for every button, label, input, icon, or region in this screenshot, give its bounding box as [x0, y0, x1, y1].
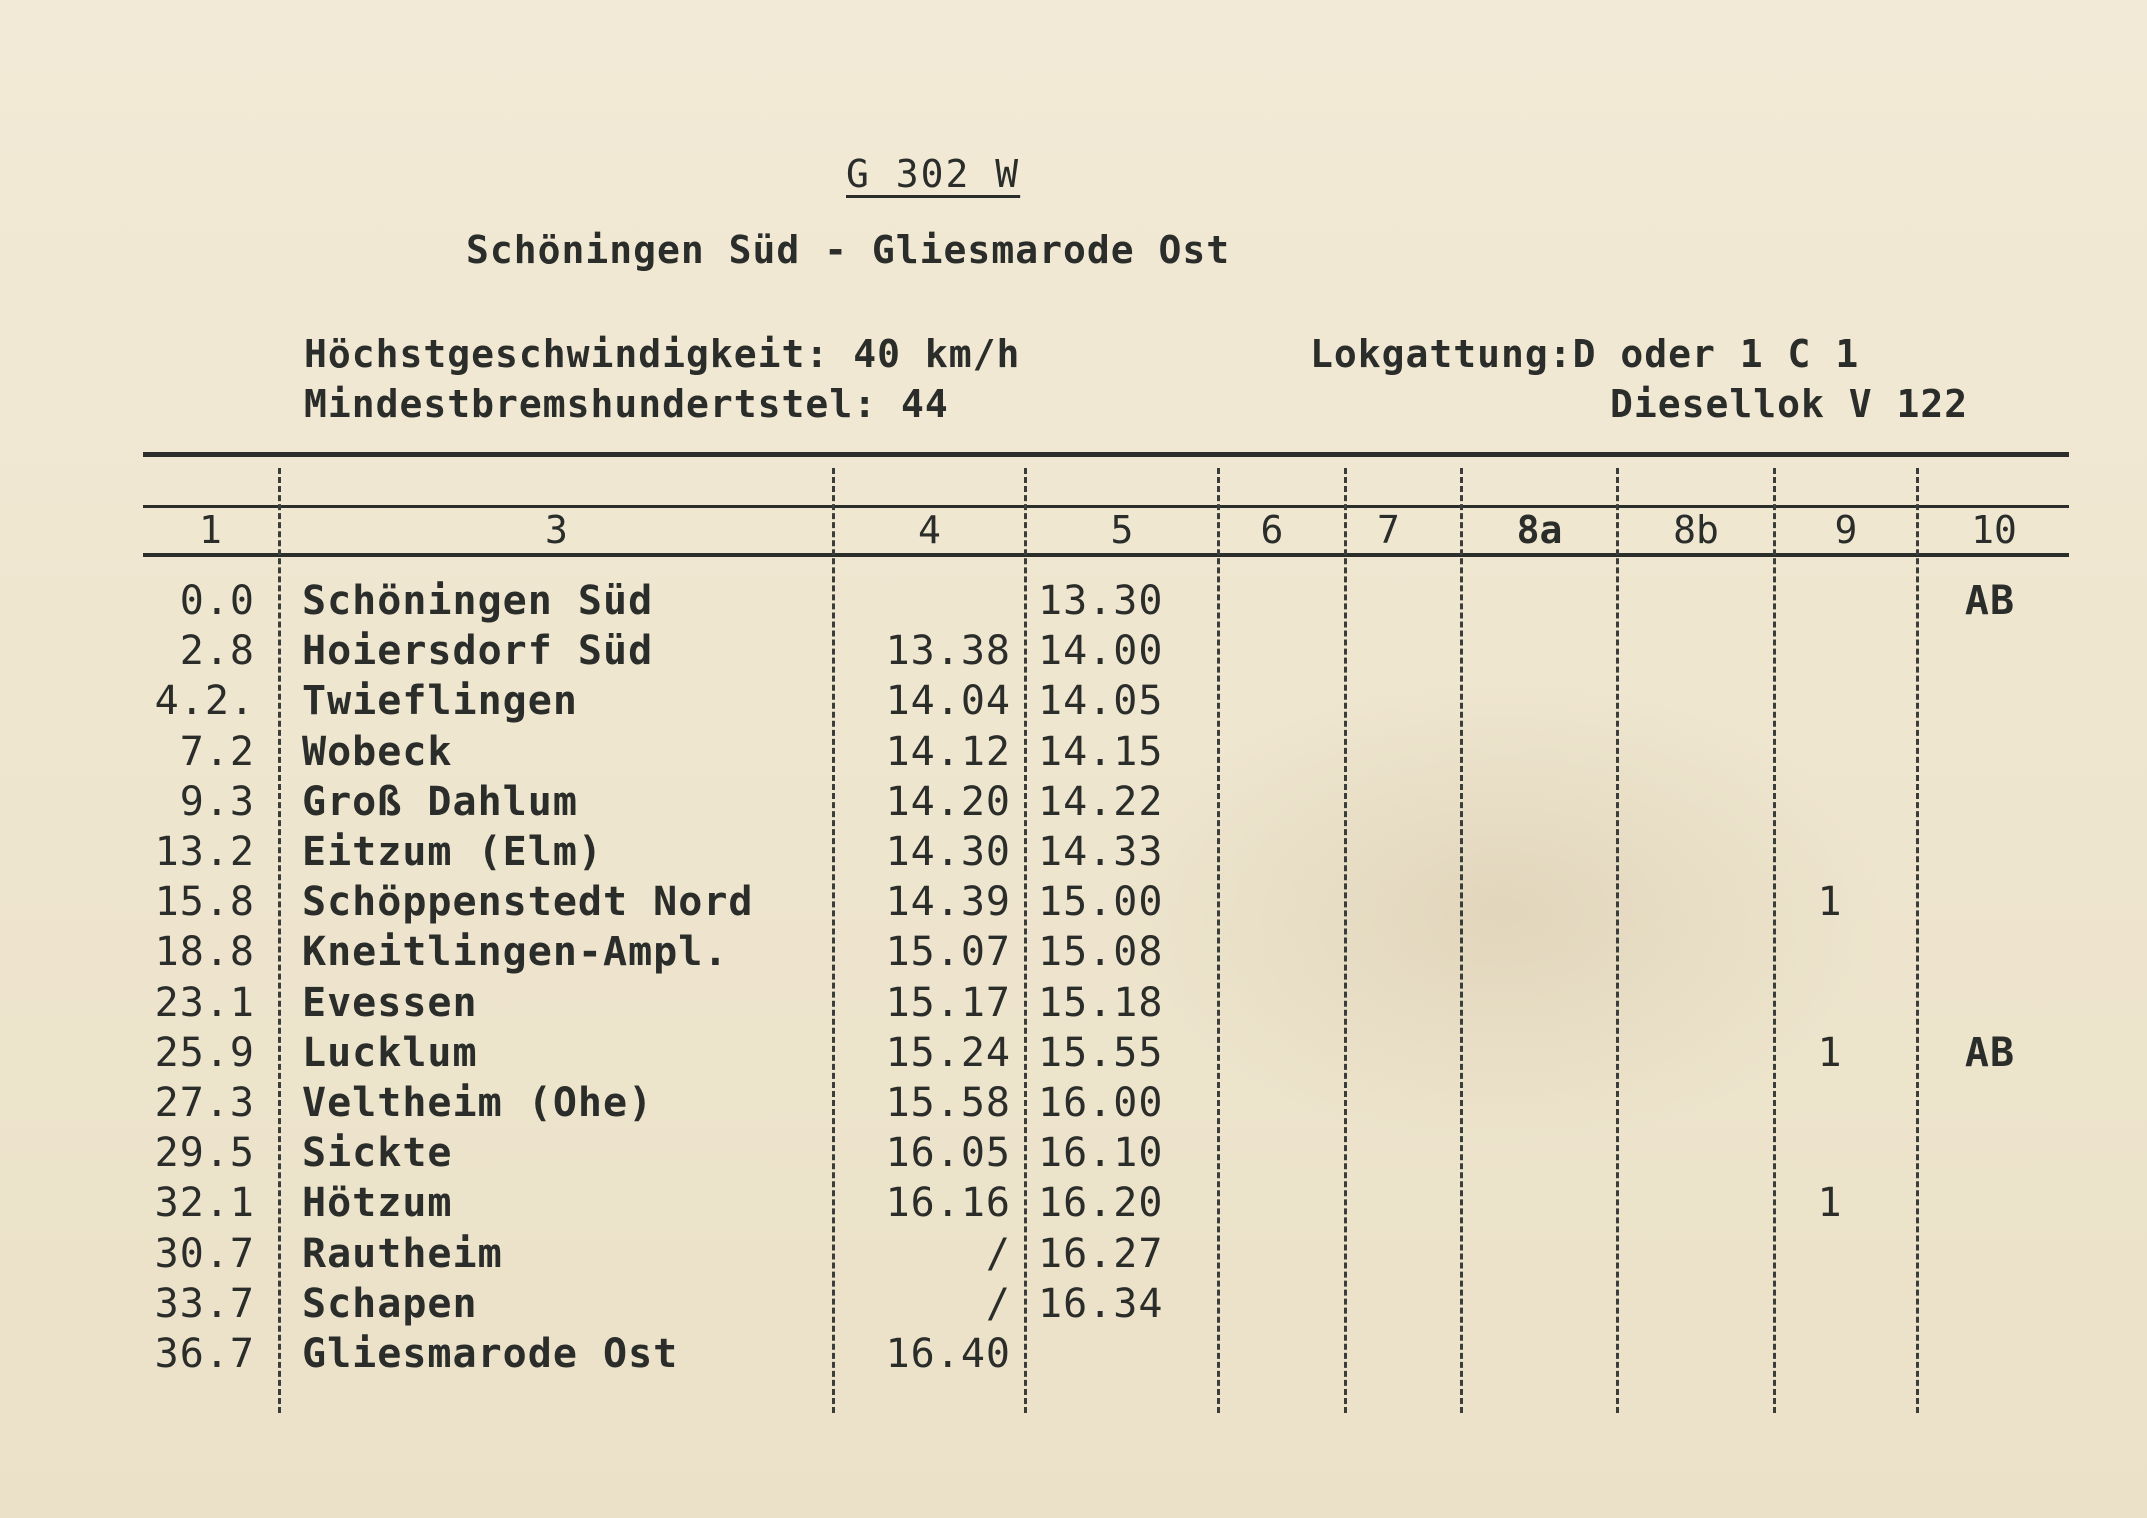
departure-cell: 16.34 — [1038, 1280, 1164, 1327]
header-rule-bottom — [143, 553, 2069, 557]
arrival-cell: 13.38 — [885, 628, 1011, 675]
departure-cell: 16.10 — [1038, 1130, 1164, 1177]
station-cell: Hoiersdorf Süd — [302, 628, 654, 675]
arrival-cell: 15.07 — [885, 929, 1011, 976]
arrival-cell: 16.16 — [885, 1180, 1011, 1227]
departure-cell: 14.33 — [1038, 829, 1164, 875]
km-cell: 30.7 — [154, 1230, 255, 1277]
km-cell: 18.8 — [154, 929, 255, 976]
max-speed: Höchstgeschwindigkeit: 40 km/h — [304, 332, 1021, 376]
column-divider — [832, 468, 835, 1413]
departure-cell: 15.08 — [1038, 929, 1164, 976]
column-divider — [1616, 468, 1619, 1413]
column-divider — [1024, 468, 1027, 1413]
departure-cell: 14.22 — [1038, 778, 1164, 825]
km-cell: 2.8 — [179, 628, 255, 675]
column-header: 7 — [1377, 508, 1400, 552]
km-cell: 9.3 — [179, 778, 255, 825]
column-10-cell: AB — [1964, 1029, 2016, 1076]
column-9-cell: 1 — [1817, 879, 1843, 926]
arrival-cell: / — [985, 1230, 1011, 1277]
column-header: 6 — [1260, 508, 1284, 552]
station-cell: Eitzum (Elm) — [302, 829, 603, 875]
km-cell: 25.9 — [154, 1029, 255, 1076]
arrival-cell: 14.39 — [885, 879, 1011, 926]
station-cell: Gliesmarode Ost — [302, 1331, 679, 1377]
arrival-cell: 15.24 — [885, 1029, 1011, 1076]
column-header: 9 — [1834, 508, 1858, 552]
arrival-cell: 16.05 — [885, 1130, 1011, 1177]
column-header: 5 — [1110, 508, 1134, 552]
km-cell: 23.1 — [154, 979, 255, 1026]
column-divider — [278, 468, 281, 1413]
column-divider — [1344, 468, 1347, 1413]
station-cell: Schöppenstedt Nord — [302, 879, 754, 926]
departure-cell: 16.20 — [1038, 1180, 1164, 1227]
departure-cell: 15.18 — [1038, 979, 1164, 1026]
station-cell: Hötzum — [302, 1180, 453, 1227]
arrival-cell: 14.12 — [885, 728, 1011, 775]
column-header: 3 — [545, 508, 568, 552]
departure-cell: 15.00 — [1038, 879, 1164, 926]
column-header: 8a — [1516, 508, 1563, 552]
km-cell: 29.5 — [154, 1130, 255, 1177]
km-cell: 0.0 — [179, 578, 255, 624]
station-cell: Schapen — [302, 1280, 478, 1327]
station-cell: Kneitlingen-Ampl. — [302, 929, 729, 976]
km-cell: 7.2 — [179, 728, 255, 775]
departure-cell: 14.15 — [1038, 728, 1164, 775]
column-9-cell: 1 — [1817, 1180, 1843, 1227]
column-divider — [1217, 468, 1220, 1413]
arrival-cell: 15.58 — [885, 1080, 1011, 1126]
station-cell: Sickte — [302, 1130, 453, 1177]
arrival-cell: 16.40 — [885, 1331, 1011, 1377]
km-cell: 27.3 — [154, 1080, 255, 1126]
km-cell: 4.2. — [154, 678, 255, 725]
departure-cell: 16.27 — [1038, 1230, 1164, 1277]
station-cell: Twieflingen — [302, 678, 578, 725]
column-header: 1 — [199, 508, 222, 552]
min-brake-percentage: Mindestbremshundertstel: 44 — [304, 382, 949, 426]
arrival-cell: 14.20 — [885, 778, 1011, 825]
station-cell: Veltheim (Ohe) — [302, 1080, 654, 1126]
km-cell: 15.8 — [154, 879, 255, 926]
km-cell: 13.2 — [154, 829, 255, 875]
arrival-cell: / — [985, 1280, 1011, 1327]
station-cell: Schöningen Süd — [302, 578, 654, 624]
km-cell: 33.7 — [154, 1280, 255, 1327]
route-title: Schöningen Süd - Gliesmarode Ost — [466, 228, 1231, 272]
departure-cell: 13.30 — [1038, 578, 1164, 624]
column-header: 10 — [1971, 508, 2017, 552]
station-cell: Evessen — [302, 979, 478, 1026]
header-rule-top — [143, 452, 2069, 457]
departure-cell: 14.00 — [1038, 628, 1164, 675]
km-cell: 32.1 — [154, 1180, 255, 1227]
station-cell: Wobeck — [302, 728, 453, 775]
station-cell: Groß Dahlum — [302, 778, 578, 825]
column-10-cell: AB — [1964, 578, 2016, 624]
arrival-cell: 14.04 — [885, 678, 1011, 725]
station-cell: Rautheim — [302, 1230, 503, 1277]
column-9-cell: 1 — [1817, 1029, 1843, 1076]
column-divider — [1460, 468, 1463, 1413]
km-cell: 36.7 — [154, 1331, 255, 1377]
column-header: 4 — [918, 508, 941, 552]
column-divider — [1916, 468, 1919, 1413]
train-number: G 302 W — [846, 152, 1021, 196]
departure-cell: 16.00 — [1038, 1080, 1164, 1126]
locomotive-class: Lokgattung:D oder 1 C 1 — [1310, 332, 1860, 376]
diesel-locomotive: Diesellok V 122 — [1610, 382, 1969, 426]
arrival-cell: 15.17 — [885, 979, 1011, 1026]
departure-cell: 15.55 — [1038, 1029, 1164, 1076]
departure-cell: 14.05 — [1038, 678, 1164, 725]
column-divider — [1773, 468, 1776, 1413]
column-header: 8b — [1673, 508, 1719, 552]
station-cell: Lucklum — [302, 1029, 478, 1076]
arrival-cell: 14.30 — [885, 829, 1011, 875]
